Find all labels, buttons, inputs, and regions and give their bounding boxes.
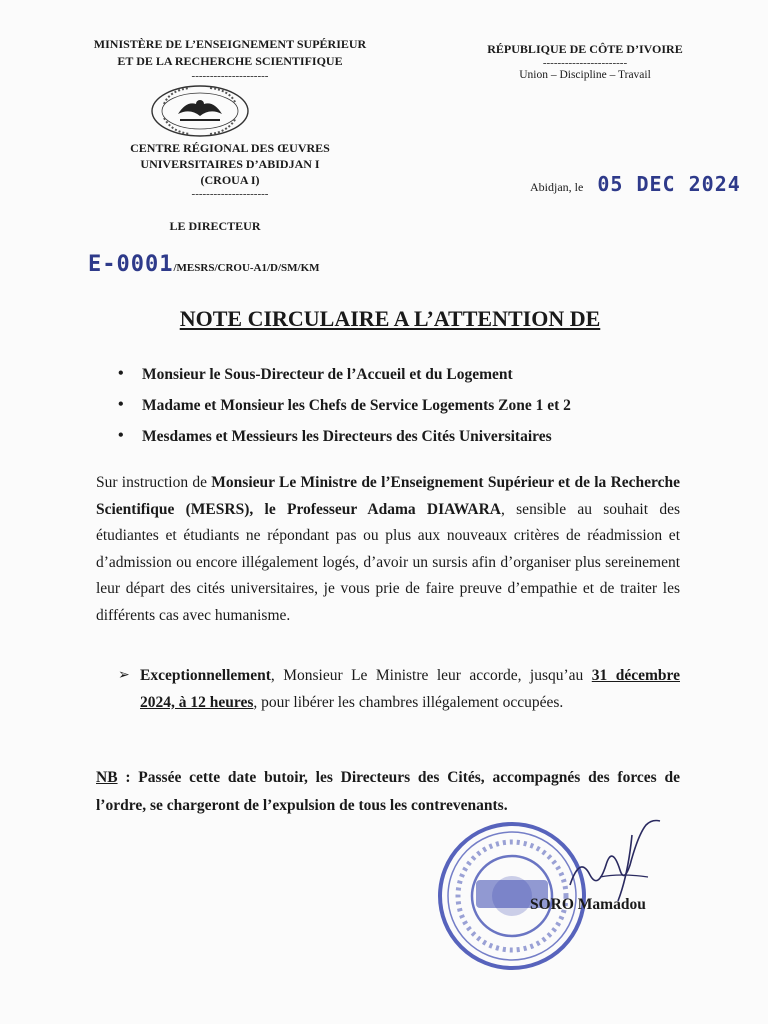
reference-code: /MESRS/CROU-A1/D/SM/KM — [173, 262, 320, 274]
title-text: NOTE CIRCULAIRE A L’ATTENTION DE — [179, 306, 601, 331]
arrow-bullet-icon: ➢ — [118, 668, 130, 683]
exception-mid: , Monsieur Le Ministre leur accorde, jusqu’au — [270, 667, 592, 684]
exception-end: , pour libérer les chambres illégalement occupées. — [253, 693, 564, 711]
para-rest: , sensible au souhait des étudiantes et étudiants ne répondant pas ou plus aux nouveaux critères de réadmission et d’admission ou encore illégalement logés, d’avoir un sursis afin d’organiser plus sereinement leur départ des cités universitaires, je vous prie de faire preuve d’empathie et de traiter les différents cas avec humanisme. — [96, 500, 680, 624]
body-paragraph — [96, 470, 680, 629]
croua-logo — [150, 84, 250, 143]
national-motto: Union – Discipline – Travail — [519, 69, 651, 81]
republic-header — [470, 42, 700, 81]
recipient-item: • Monsieur le Sous-Directeur de l’Accueil et du Logement — [118, 366, 571, 397]
recipient-item: • Mesdames et Messieurs les Directeurs des Cités Universitaires — [118, 428, 571, 459]
nb-text: : Passée cette date butoir, les Directeurs des Cités, accompagnés des forces de l’ordre, se chargeront de l’expulsion de tous les contrevenants. — [96, 769, 680, 814]
centre-line-2: UNIVERSITAIRES D’ABIDJAN I — [140, 157, 320, 171]
ministry-divider: --------------------- — [191, 70, 269, 82]
date-line — [530, 172, 741, 196]
date-stamp: 05 DEC 2024 — [597, 172, 741, 196]
ministry-line-1: MINISTÈRE DE L’ENSEIGNEMENT SUPÉRIEUR — [93, 37, 367, 51]
country-divider: ----------------------- — [542, 57, 628, 69]
director-label: LE DIRECTEUR — [169, 219, 261, 233]
ministry-header — [60, 36, 400, 82]
reference-line — [88, 252, 320, 277]
para-intro: Sur instruction de — [96, 474, 212, 491]
centre-line-3: (CROUA I) — [200, 173, 260, 187]
reference-stamp: E-0001 — [88, 252, 174, 277]
ministry-line-2: ET DE LA RECHERCHE SCIENTIFIQUE — [117, 54, 343, 68]
nb-note — [96, 764, 680, 820]
country-name: RÉPUBLIQUE DE CÔTE D’IVOIRE — [487, 42, 683, 56]
exception-lead: Exceptionnellement — [140, 667, 271, 684]
recipient-item: • Madame et Monsieur les Chefs de Service Logements Zone 1 et 2 — [118, 397, 571, 428]
exception-block — [118, 663, 680, 716]
document-title — [60, 306, 720, 332]
nb-label: NB — [96, 769, 118, 786]
date-place: Abidjan, le — [530, 180, 584, 194]
centre-divider: --------------------- — [191, 188, 269, 200]
deadline: 31 décembre 2024, à 12 heures — [140, 667, 680, 711]
centre-header — [60, 140, 400, 200]
centre-line-1: CENTRE RÉGIONAL DES ŒUVRES — [130, 141, 330, 155]
recipient-list — [118, 366, 571, 459]
exception-text — [140, 663, 680, 716]
signer-name: SORO Mamadou — [530, 896, 646, 913]
para-minister: Monsieur Le Ministre de l’Enseignement Supérieur et de la Recherche Scientifique (MESRS), le Professeur Adama DIAWARA — [96, 474, 680, 518]
